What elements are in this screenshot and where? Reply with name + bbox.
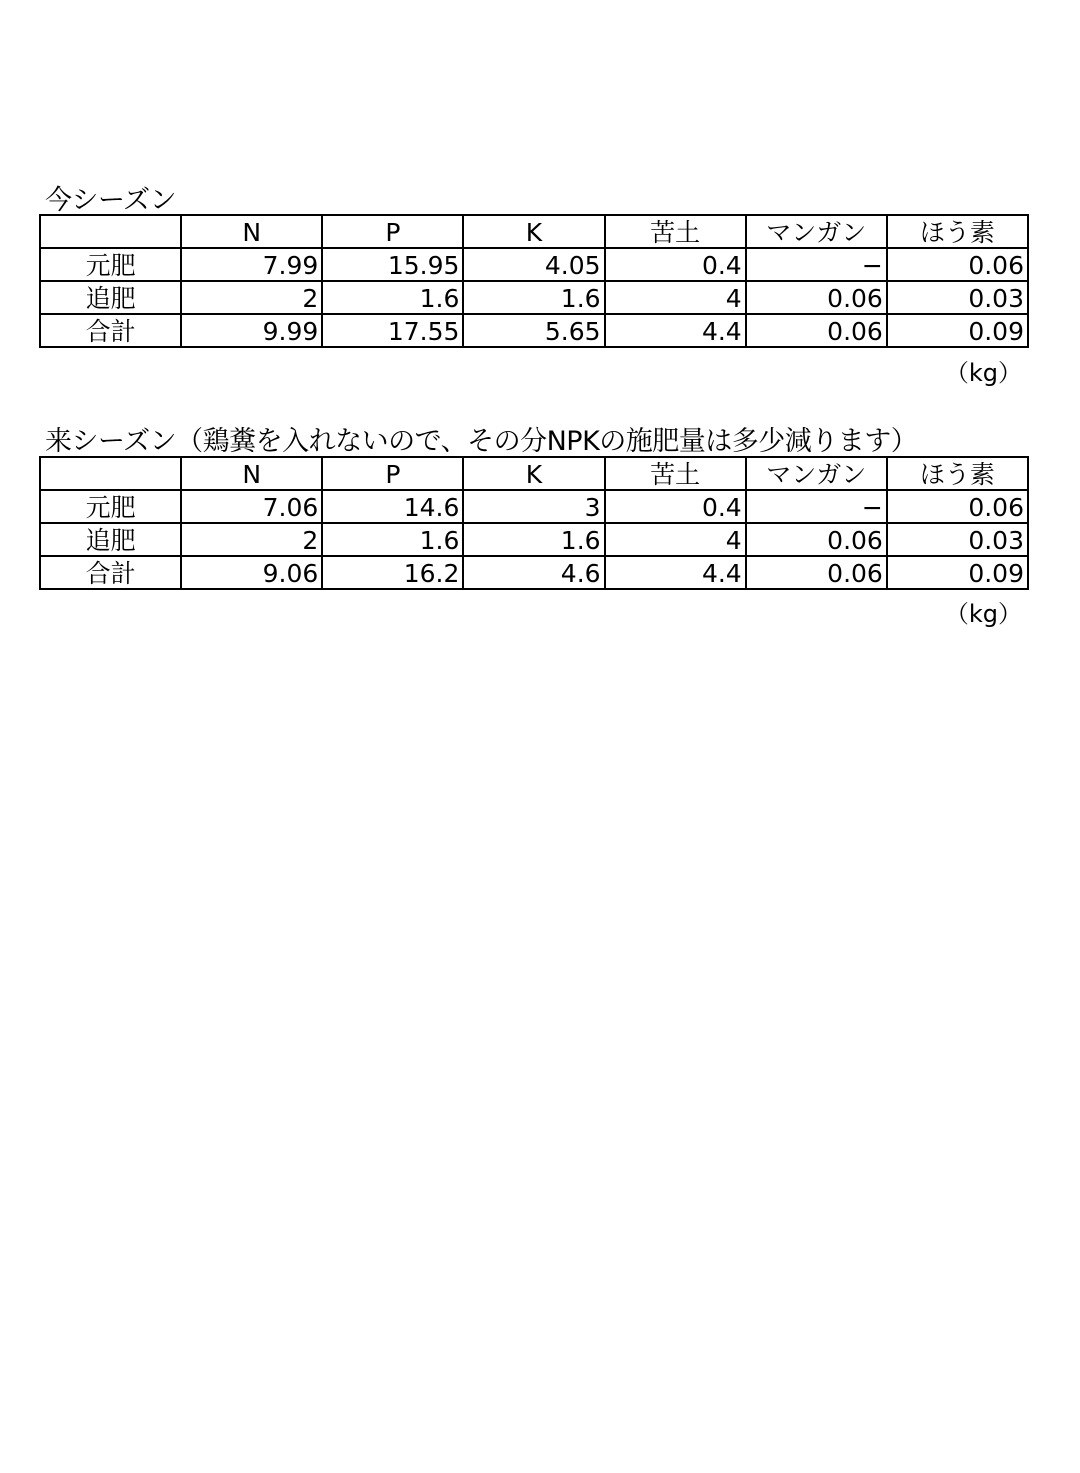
unit-label: （kg） [944, 359, 1022, 387]
table-cell: 4.4 [605, 314, 746, 347]
table-cell: 4.4 [605, 556, 746, 589]
table-cell: 4 [605, 523, 746, 556]
header-cell-magnesium: 苦土 [605, 215, 746, 248]
table-cell: 0.06 [887, 490, 1028, 523]
unit-label: （kg） [944, 600, 1022, 628]
header-cell-n: N [181, 457, 322, 490]
table-header-row [40, 215, 1028, 248]
table-cell: 0.06 [746, 523, 887, 556]
table-cell: − [746, 490, 887, 523]
table-cell: 0.06 [887, 248, 1028, 281]
fertilizer-table-this-season [39, 214, 1029, 348]
row-label: 合計 [40, 314, 181, 347]
row-label: 合計 [40, 556, 181, 589]
table-cell: 0.06 [746, 556, 887, 589]
table-cell: 1.6 [322, 523, 463, 556]
row-label: 元肥 [40, 248, 181, 281]
table-cell: 14.6 [322, 490, 463, 523]
table-row [40, 523, 1028, 556]
header-cell-blank [40, 457, 181, 490]
table-cell: 0.03 [887, 523, 1028, 556]
table-cell: 0.4 [605, 490, 746, 523]
table-cell: 3 [463, 490, 604, 523]
table-cell: 7.99 [181, 248, 322, 281]
header-cell-blank [40, 215, 181, 248]
table-cell: 5.65 [463, 314, 604, 347]
table-cell: 9.99 [181, 314, 322, 347]
section-title-this-season: 今シーズン [45, 185, 177, 216]
table-cell: 1.6 [322, 281, 463, 314]
header-cell-p: P [322, 215, 463, 248]
header-cell-p: P [322, 457, 463, 490]
header-cell-manganese: マンガン [746, 457, 887, 490]
table-cell: 0.03 [887, 281, 1028, 314]
table-cell: 2 [181, 523, 322, 556]
table-cell: 1.6 [463, 281, 604, 314]
table-row [40, 490, 1028, 523]
table-cell: 0.4 [605, 248, 746, 281]
table-cell: 17.55 [322, 314, 463, 347]
table-cell: 4.05 [463, 248, 604, 281]
fertilizer-table-next-season [39, 456, 1029, 590]
table-cell: 0.09 [887, 314, 1028, 347]
table-cell: 2 [181, 281, 322, 314]
table-cell: 15.95 [322, 248, 463, 281]
table-cell: 0.09 [887, 556, 1028, 589]
table-row [40, 314, 1028, 347]
table-cell: − [746, 248, 887, 281]
table-row [40, 556, 1028, 589]
table-cell: 9.06 [181, 556, 322, 589]
header-cell-n: N [181, 215, 322, 248]
table-row [40, 248, 1028, 281]
table-cell: 0.06 [746, 314, 887, 347]
table-cell: 7.06 [181, 490, 322, 523]
table-cell: 16.2 [322, 556, 463, 589]
table-cell: 4.6 [463, 556, 604, 589]
table-header-row [40, 457, 1028, 490]
header-cell-manganese: マンガン [746, 215, 887, 248]
section-title-next-season: 来シーズン（鶏糞を入れないので、その分NPKの施肥量は多少減ります） [45, 426, 918, 457]
header-cell-k: K [463, 457, 604, 490]
header-cell-magnesium: 苦土 [605, 457, 746, 490]
header-cell-boron: ほう素 [887, 457, 1028, 490]
row-label: 追肥 [40, 523, 181, 556]
table-row [40, 281, 1028, 314]
header-cell-k: K [463, 215, 604, 248]
table-cell: 0.06 [746, 281, 887, 314]
header-cell-boron: ほう素 [887, 215, 1028, 248]
table-cell: 4 [605, 281, 746, 314]
row-label: 追肥 [40, 281, 181, 314]
table-cell: 1.6 [463, 523, 604, 556]
row-label: 元肥 [40, 490, 181, 523]
